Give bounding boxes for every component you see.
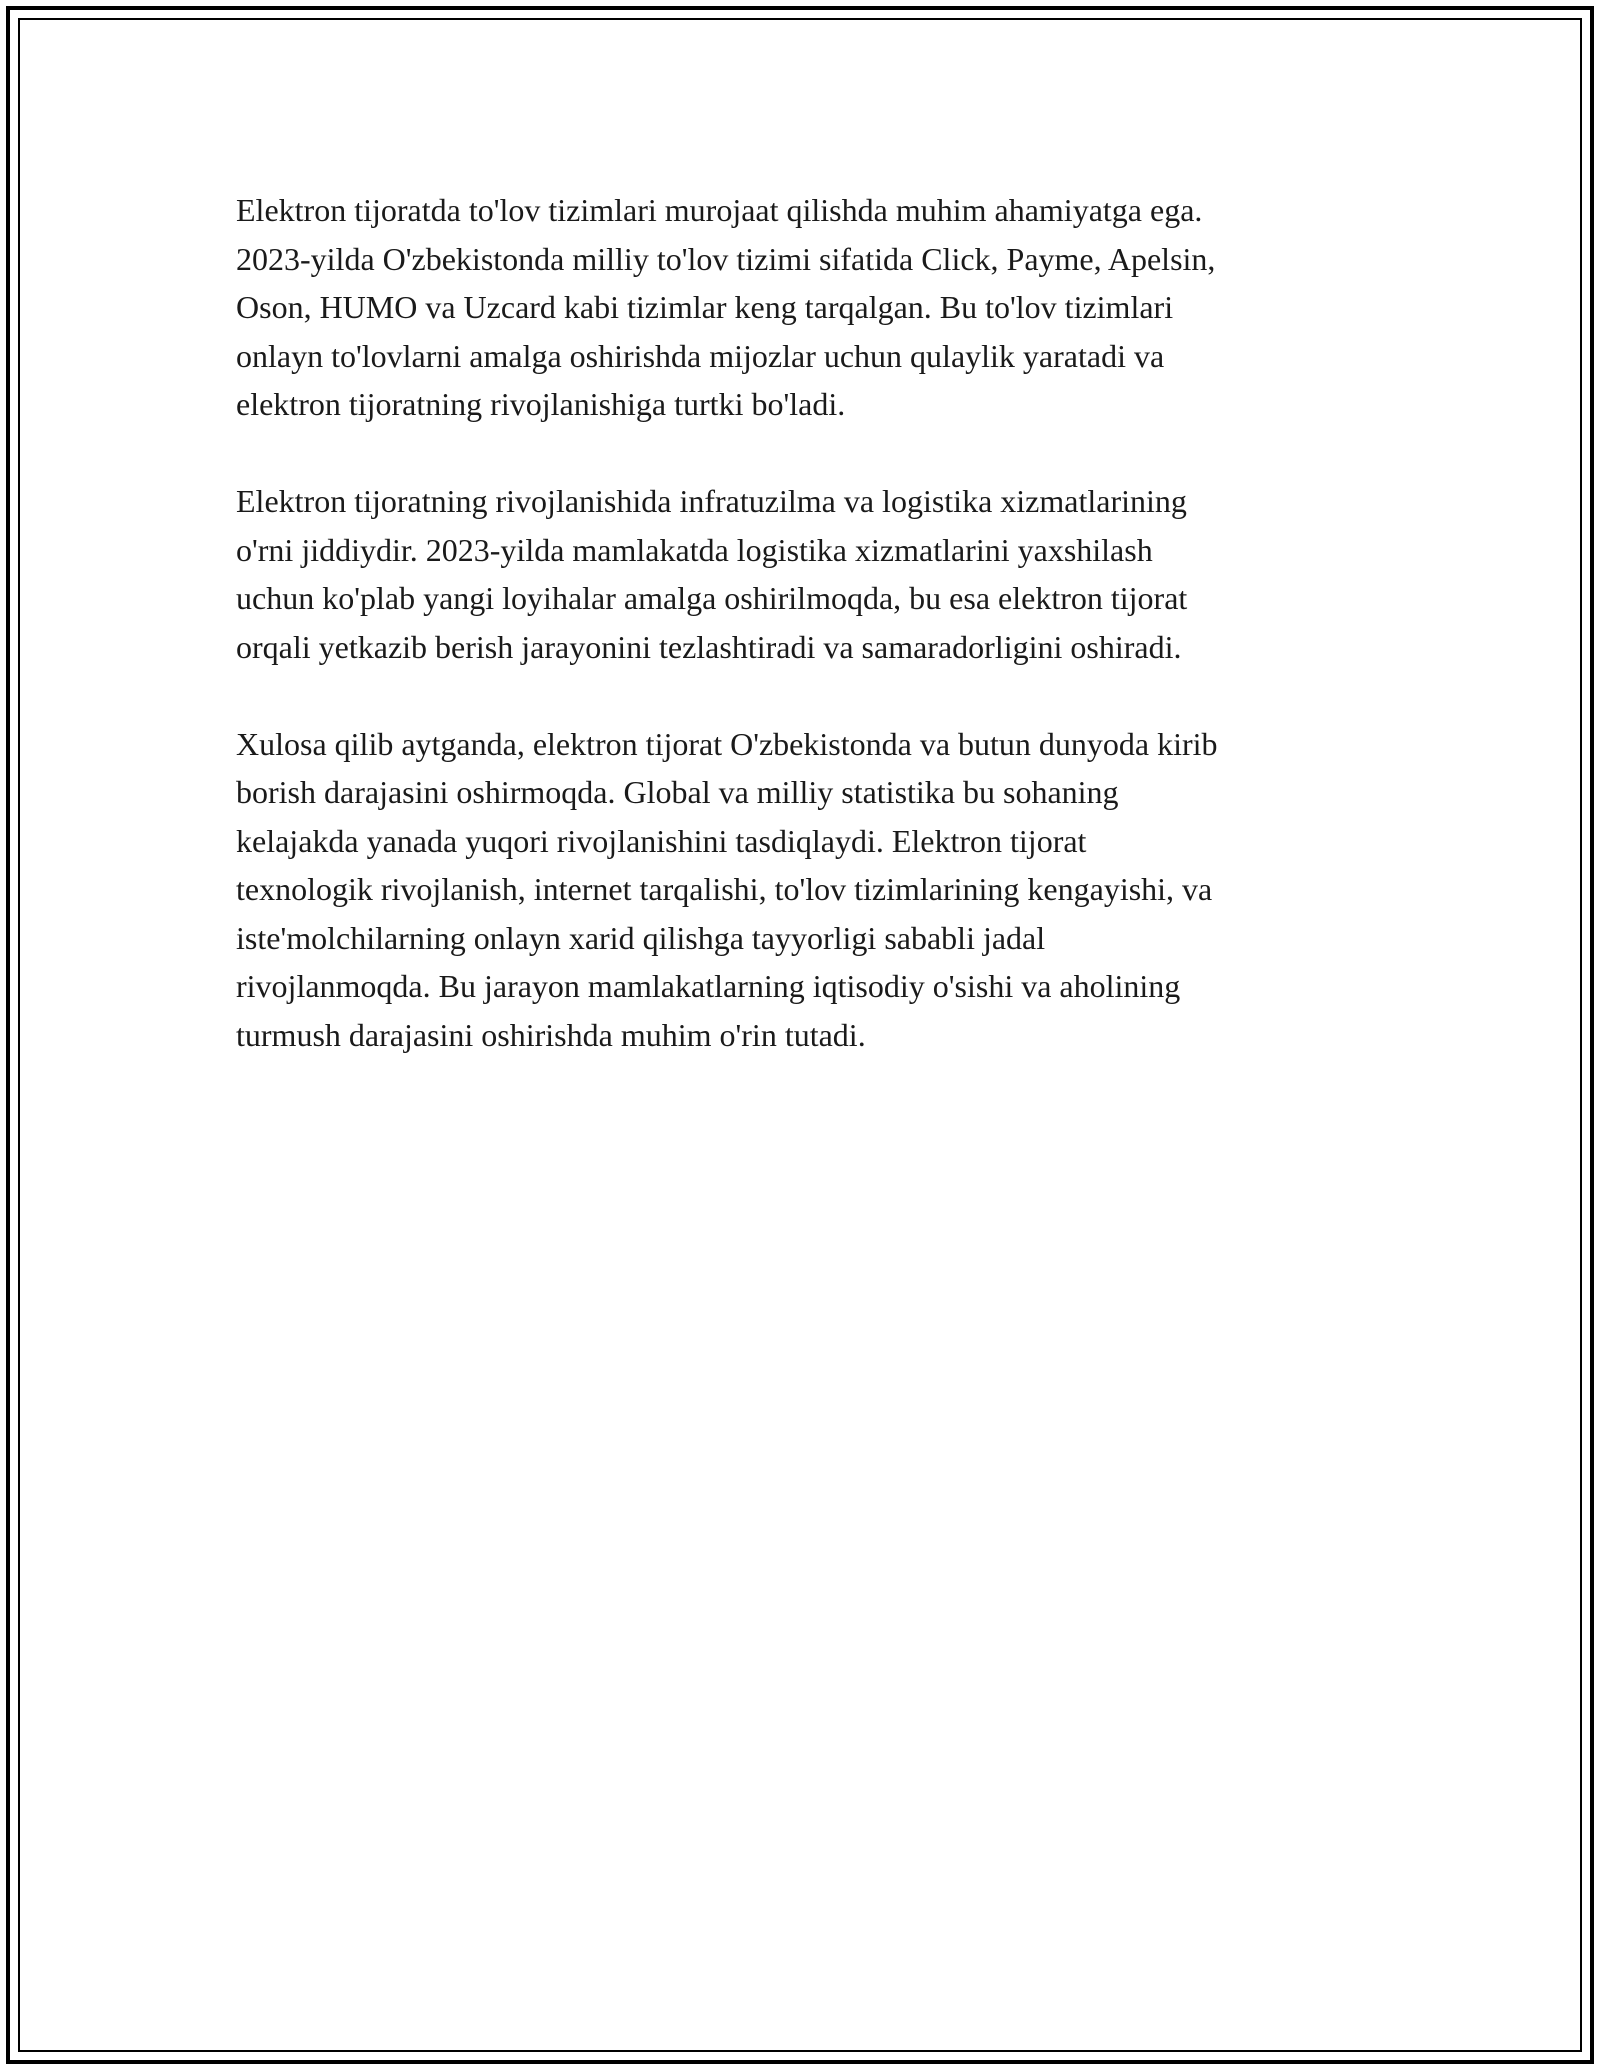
text-line: o'rni jiddiydir. 2023-yilda mamlakatda logistika xizmatlarini yaxshilash xyxy=(236,531,1153,568)
text-line: onlayn to'lovlarni amalga oshirishda mijozlar uchun qulaylik yaratadi va xyxy=(236,337,1165,374)
text-line: 2023-yilda O'zbekistonda milliy to'lov tizimi sifatida Click, Payme, Apelsin, xyxy=(236,240,1216,277)
text-line: uchun ko'plab yangi loyihalar amalga oshirilmoqda, bu esa elektron tijorat xyxy=(236,580,1188,616)
text-line: elektron tijoratning rivojlanishiga turtki bo'ladi. xyxy=(236,386,846,422)
paragraph-conclusion xyxy=(236,720,1376,1060)
text-line: turmush darajasini oshirishda muhim o'rin tutadi. xyxy=(236,1016,866,1053)
text-line: Elektron tijoratning rivojlanishida infratuzilma va logistika xizmatlarining xyxy=(236,483,1187,519)
text-line: orqali yetkazib berish jarayonini tezlashtiradi va samaradorligini oshiradi. xyxy=(236,628,1182,665)
text-line: kelajakda yanada yuqori rivojlanishini tasdiqlaydi. Elektron tijorat xyxy=(236,822,1087,859)
text-line: borish darajasini oshirmoqda. Global va milliy statistika bu sohaning xyxy=(236,774,1119,810)
text-line: iste'molchilarning onlayn xarid qilishga tayyorligi sababli jadal xyxy=(236,919,1046,956)
paragraph-payment-systems xyxy=(236,186,1376,429)
text-line: Xulosa qilib aytganda, elektron tijorat O'zbekistonda va butun dunyoda kirib xyxy=(236,725,1218,762)
paragraph-logistics xyxy=(236,477,1376,671)
text-line: Oson, HUMO va Uzcard kabi tizimlar keng tarqalgan. Bu to'lov tizimlari xyxy=(236,289,1174,325)
text-line: texnologik rivojlanish, internet tarqalishi, to'lov tizimlarining kengayishi, va xyxy=(236,871,1213,907)
text-line: rivojlanmoqda. Bu jarayon mamlakatlarning iqtisodiy o'sishi va aholining xyxy=(236,968,1181,1004)
document-body xyxy=(236,186,1376,1108)
text-line: Elektron tijoratda to'lov tizimlari murojaat qilishda muhim ahamiyatga ega. xyxy=(236,192,1203,228)
